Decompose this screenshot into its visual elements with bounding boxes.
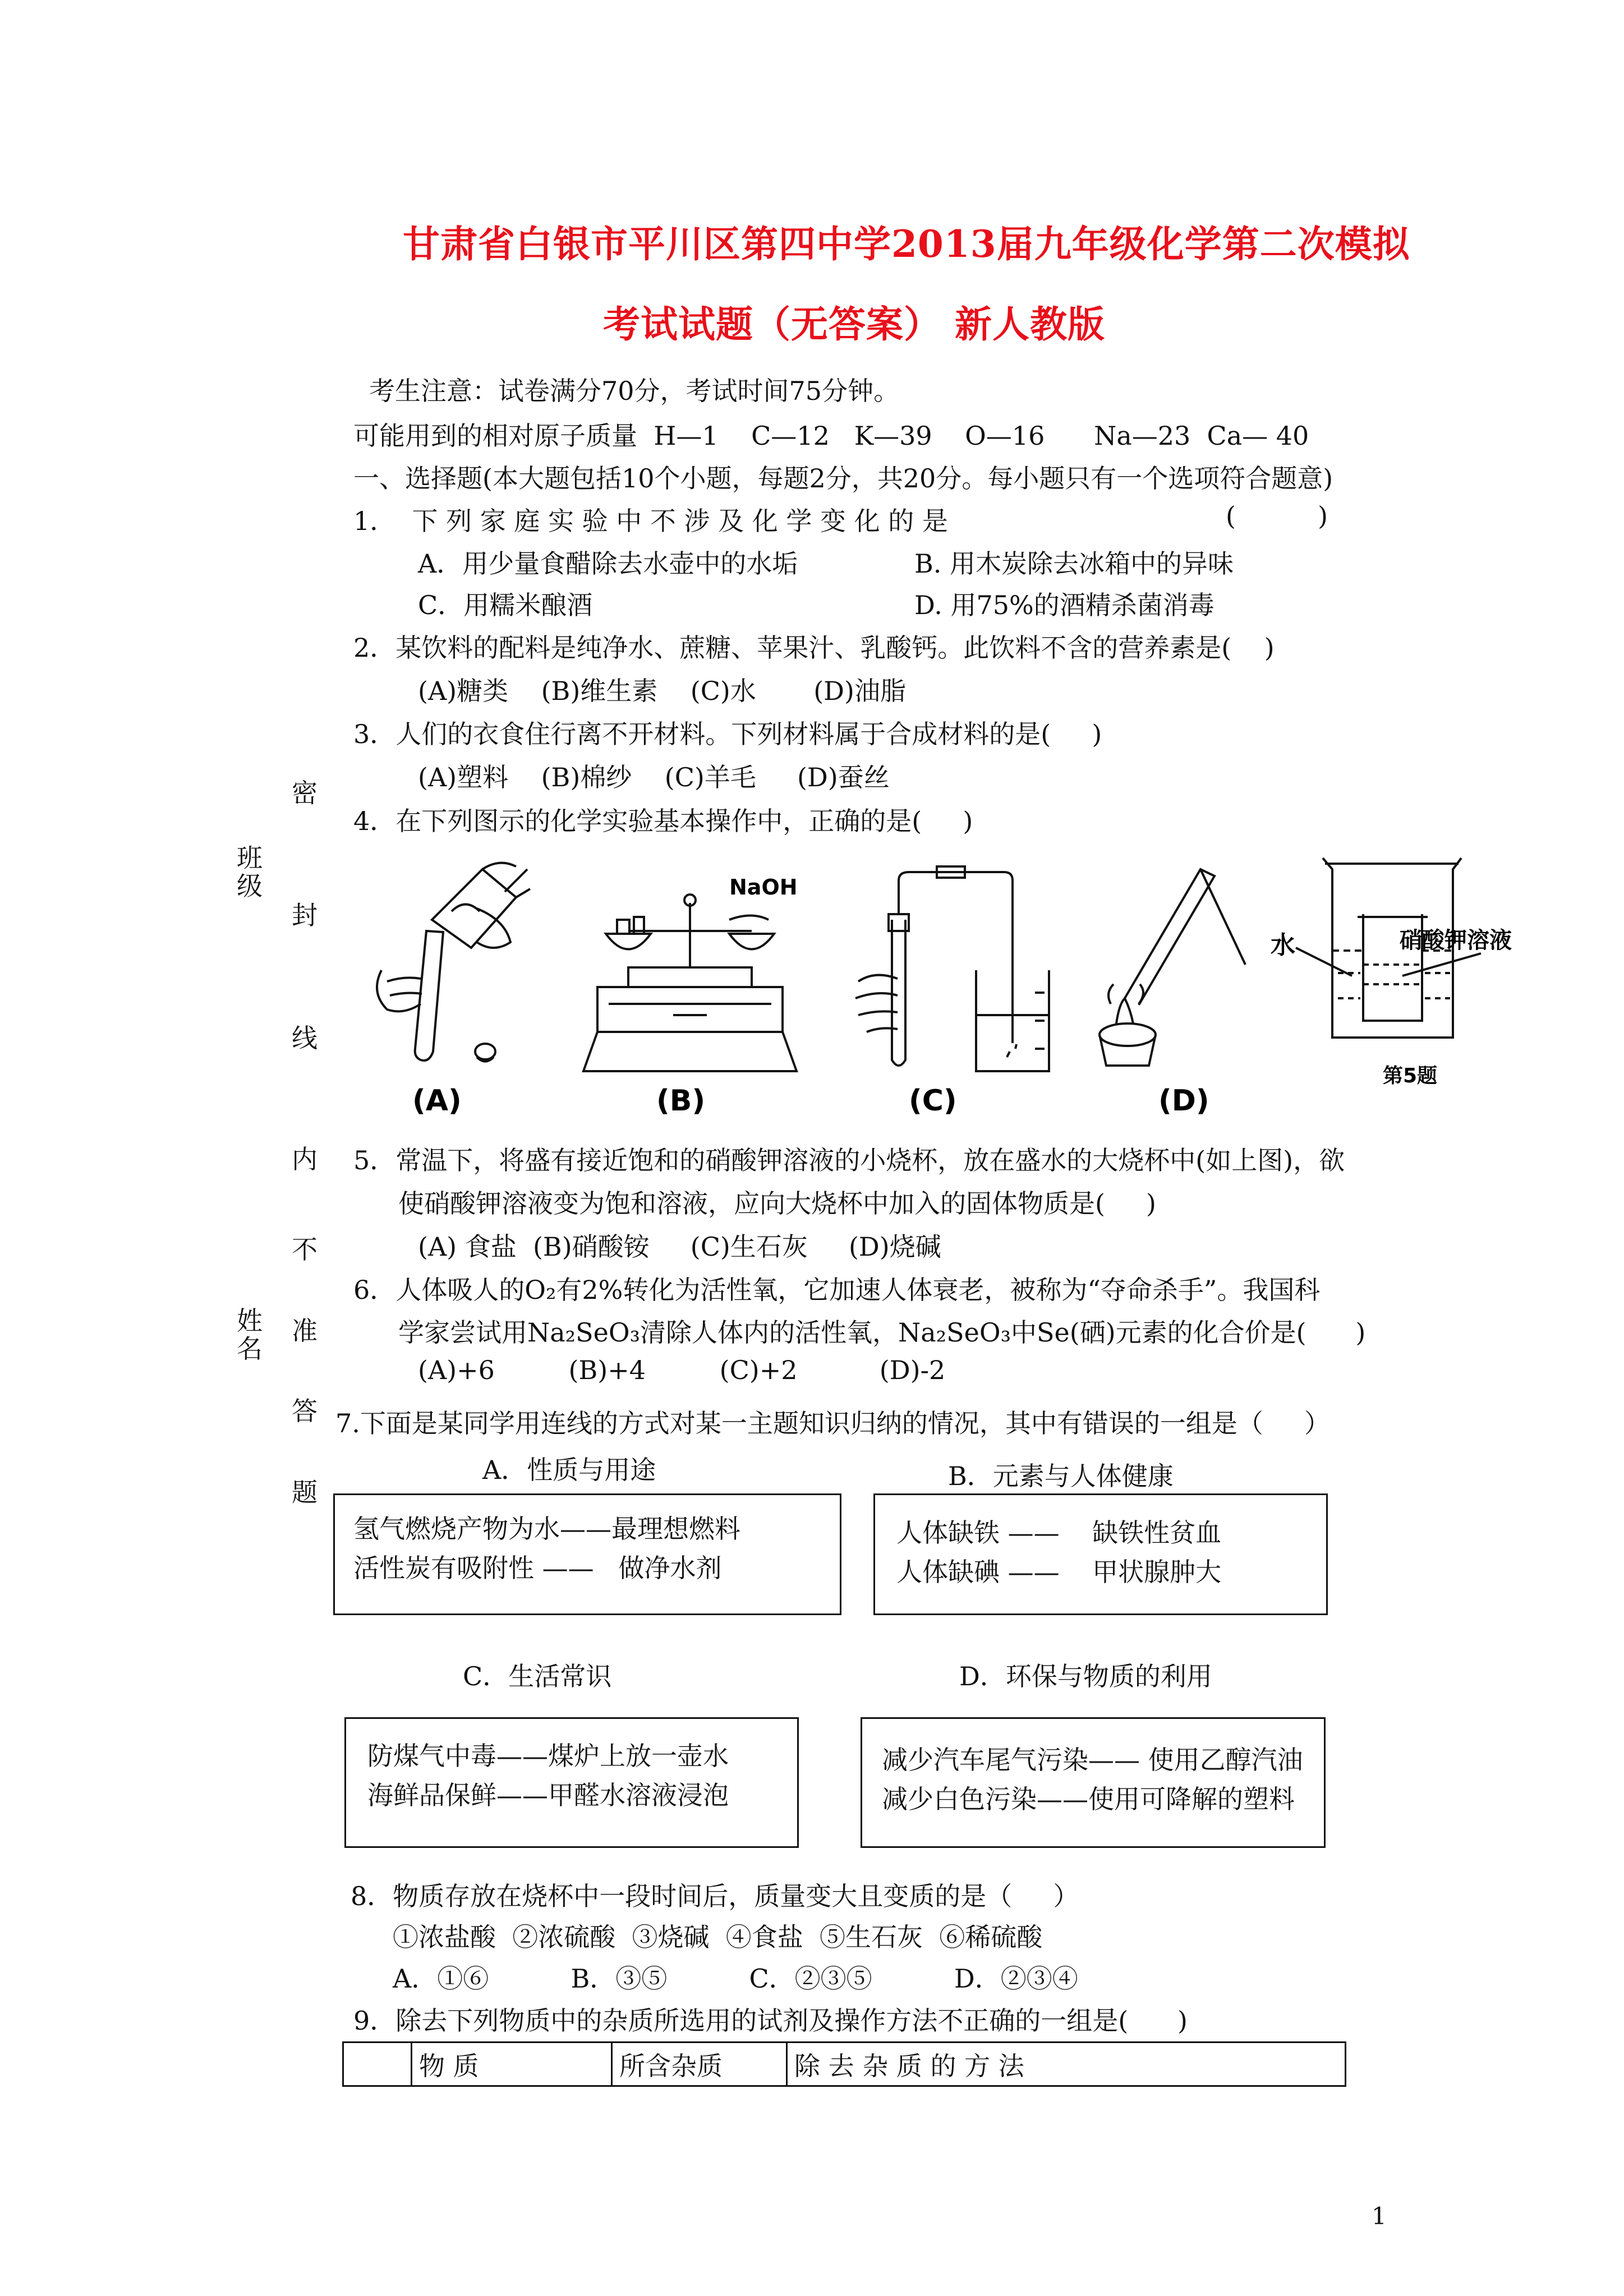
q5-options: (A) 食盐 (B)硝酸铵 (C)生石灰 (D)烧碱 bbox=[418, 1232, 941, 1262]
q7-b-line-2: 人体缺碘 —— 甲状腺肿大 bbox=[896, 1557, 1222, 1587]
q8-items: ①浓盐酸 ②浓硫酸 ③烧碱 ④食盐 ⑤生石灰 ⑥稀硫酸 bbox=[393, 1922, 1043, 1952]
q6-options: (A)+6 (B)+4 (C)+2 (D)-2 bbox=[418, 1355, 946, 1385]
q7-b-header: B．元素与人体健康 bbox=[948, 1461, 1174, 1491]
figure-b-label: (B) bbox=[656, 1084, 706, 1118]
figure-d-heating bbox=[1099, 869, 1245, 1066]
seal-char-6: 准 bbox=[292, 1316, 318, 1346]
figure-q5-kno3: 硝酸钾溶液 bbox=[1400, 928, 1512, 953]
q5-line-1: 5．常温下，将盛有接近饱和的硝酸钾溶液的小烧杯，放在盛水的大烧杯中(如上图)，欲 bbox=[353, 1145, 1345, 1175]
q7-c-line-2: 海鲜品保鲜——甲醛水溶液浸泡 bbox=[367, 1780, 729, 1810]
q7-a-line-2: 活性炭有吸附性 —— 做净水剂 bbox=[353, 1553, 722, 1583]
q8-options: A．①⑥ B．③⑤ C．②③⑤ D．②③④ bbox=[393, 1963, 1078, 1994]
seal-char-1: 密 bbox=[292, 778, 318, 808]
q1-answer-paren: ( ) bbox=[1226, 501, 1328, 531]
title-line-2: 考试试题（无答案） 新人教版 bbox=[603, 302, 1105, 346]
table-row bbox=[343, 2043, 1346, 2086]
q2-stem: 2．某饮料的配料是纯净水、蔗糖、苹果汁、乳酸钙。此饮料不含的营养素是( ) bbox=[353, 633, 1275, 663]
seal-char-5: 不 bbox=[292, 1234, 318, 1265]
name-label: 姓名 bbox=[237, 1306, 263, 1364]
q3-stem: 3．人们的衣食住行离不开材料。下列材料属于合成材料的是( ) bbox=[353, 719, 1102, 749]
q2-options: (A)糖类 (B)维生素 (C)水 (D)油脂 bbox=[418, 676, 907, 706]
q7-stem: 7.下面是某同学用连线的方式对某一主题知识归纳的情况，其中有错误的一组是（ ） bbox=[335, 1408, 1330, 1439]
figure-b-balance bbox=[583, 895, 797, 1071]
q6-line-1: 6．人体吸人的O₂有2%转化为活性氧，它加速人体衰老，被称为“夺命杀手”。我国科 bbox=[353, 1275, 1321, 1305]
q7-d-line-1: 减少汽车尾气污染—— 使用乙醇汽油 bbox=[882, 1745, 1303, 1775]
q1-option-c: C．用糯米酿酒 bbox=[418, 590, 593, 620]
seal-char-4: 内 bbox=[292, 1144, 318, 1174]
q7-d-header: D．环保与物质的利用 bbox=[959, 1661, 1212, 1691]
figure-a-pouring bbox=[377, 863, 530, 1062]
figure-q5-water: 水 bbox=[1271, 931, 1295, 960]
page-number: 1 bbox=[1372, 2202, 1387, 2230]
figure-d-label: (D) bbox=[1158, 1084, 1209, 1118]
q1-option-b: B. 用木炭除去冰箱中的异味 bbox=[914, 548, 1234, 579]
q7-a-header: A．性质与用途 bbox=[482, 1455, 656, 1485]
q7-c-line-1: 防煤气中毒——煤炉上放一壶水 bbox=[367, 1741, 729, 1771]
q7-b-line-1: 人体缺铁 —— 缺铁性贫血 bbox=[896, 1518, 1222, 1548]
seal-char-8: 题 bbox=[292, 1477, 318, 1507]
q4-figures bbox=[337, 836, 1512, 1127]
atomic-masses: 可能用到的相对原子质量 H—1 C—12 K—39 O—16 Na—23 Ca— 40 bbox=[353, 421, 1309, 451]
figure-q5-caption: 第5题 bbox=[1383, 1064, 1438, 1087]
q7-c-header: C．生活常识 bbox=[463, 1661, 612, 1691]
q9-header-substance: 物 质 bbox=[412, 2043, 612, 2086]
q1-option-d: D. 用75%的酒精杀菌消毒 bbox=[914, 590, 1214, 620]
title-line-1: 甘肃省白银市平川区第四中学2013届九年级化学第二次模拟 bbox=[403, 222, 1410, 266]
q6-line-2: 学家尝试用Na₂SeO₃清除人体内的活性氧，Na₂SeO₃中Se(硒)元素的化合价是( ) bbox=[398, 1317, 1366, 1348]
q1-stem: 1． 下 列 家 庭 实 验 中 不 涉 及 化 学 变 化 的 是 bbox=[353, 506, 948, 536]
q9-table bbox=[342, 2041, 1346, 2087]
q7-a-line-1: 氢气燃烧产物为水——最理想燃料 bbox=[353, 1514, 740, 1544]
q9-stem: 9．除去下列物质中的杂质所选用的试剂及操作方法不正确的一组是( ) bbox=[353, 2005, 1188, 2036]
seal-char-7: 答 bbox=[292, 1396, 318, 1426]
figure-c-label: (C) bbox=[909, 1084, 957, 1118]
q9-header-blank bbox=[343, 2043, 412, 2086]
q7-d-line-2: 减少白色污染——使用可降解的塑料 bbox=[882, 1784, 1295, 1814]
q9-header-impurity: 所含杂质 bbox=[612, 2043, 787, 2086]
seal-char-2: 封 bbox=[292, 900, 318, 930]
figure-c-airtight bbox=[855, 866, 1049, 1071]
q8-stem: 8．物质存放在烧杯中一段时间后，质量变大且变质的是（ ） bbox=[351, 1881, 1079, 1911]
figure-a-label: (A) bbox=[412, 1084, 462, 1118]
figure-b-naoh: NaOH bbox=[729, 875, 798, 900]
q5-line-2: 使硝酸钾溶液变为饱和溶液，应向大烧杯中加入的固体物质是( ) bbox=[398, 1188, 1157, 1219]
seal-char-3: 线 bbox=[292, 1023, 318, 1053]
q9-header-method: 除 去 杂 质 的 方 法 bbox=[787, 2043, 1346, 2086]
q1-option-a: A．用少量食醋除去水壶中的水垢 bbox=[418, 548, 798, 579]
section-1-heading: 一、选择题(本大题包括10个小题，每题2分，共20分。每小题只有一个选项符合题意) bbox=[353, 463, 1333, 494]
exam-notice: 考生注意：试卷满分70分，考试时间75分钟。 bbox=[369, 376, 900, 406]
class-label: 班级 bbox=[237, 843, 263, 901]
q4-stem: 4．在下列图示的化学实验基本操作中，正确的是( ) bbox=[353, 806, 973, 836]
q3-options: (A)塑料 (B)棉纱 (C)羊毛 (D)蚕丝 bbox=[418, 762, 890, 792]
